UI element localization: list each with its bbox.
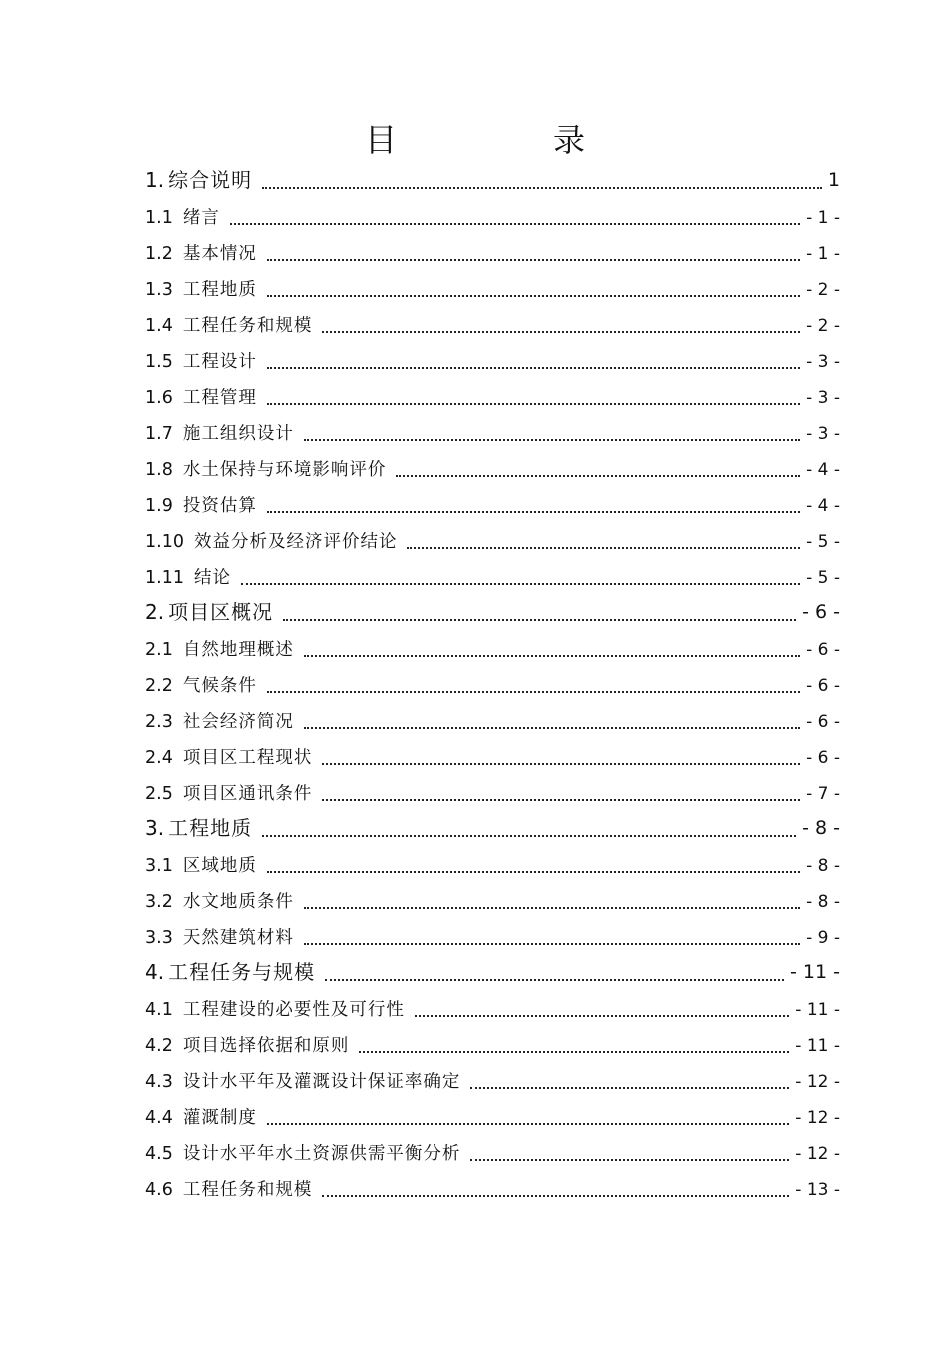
toc-entry-label: 气候条件 <box>182 676 257 696</box>
toc-dot-leader <box>470 1159 789 1161</box>
toc-entry[interactable] <box>145 1032 840 1058</box>
toc-entry[interactable] <box>145 1068 840 1094</box>
toc-dot-leader <box>322 799 800 801</box>
toc-entry-page-number: - 1 - <box>806 208 840 228</box>
toc-entry-label: 自然地理概述 <box>182 640 294 660</box>
toc-entry-number: 4.3 <box>145 1072 173 1092</box>
toc-entry-number: 4.4 <box>145 1108 173 1128</box>
toc-dot-leader <box>267 403 800 405</box>
toc-entry-page-number: - 6 - <box>806 712 840 732</box>
toc-entry-page-number: - 12 - <box>795 1108 840 1128</box>
toc-entry-number: 1.3 <box>145 280 173 300</box>
toc-entry-number: 1.1 <box>145 208 173 228</box>
toc-entry-number: 2.1 <box>145 640 173 660</box>
toc-entry-number: 2.5 <box>145 784 173 804</box>
toc-dot-leader <box>267 871 800 873</box>
toc-entry[interactable] <box>145 1140 840 1166</box>
toc-dot-leader <box>359 1051 789 1053</box>
toc-entry[interactable] <box>145 636 840 662</box>
toc-entry-label: 工程地质 <box>182 280 257 300</box>
toc-entry-number: 3.2 <box>145 892 173 912</box>
toc-entry[interactable] <box>145 708 840 734</box>
toc-entry-label: 工程任务与规模 <box>168 960 316 984</box>
toc-entry-label: 区域地质 <box>182 856 257 876</box>
toc-entry-number: 1.11 <box>145 568 184 588</box>
toc-dot-leader <box>322 763 800 765</box>
toc-entry-number: 3.1 <box>145 856 173 876</box>
toc-entry-label: 项目区概况 <box>168 600 274 624</box>
toc-dot-leader <box>241 583 800 585</box>
toc-entry[interactable] <box>145 956 840 986</box>
toc-entry[interactable] <box>145 164 840 194</box>
toc-entry-label: 设计水平年水土资源供需平衡分析 <box>182 1144 461 1164</box>
toc-entry-page-number: - 3 - <box>806 352 840 372</box>
toc-entry-page-number: - 8 - <box>802 817 840 839</box>
toc-entry-label: 工程任务和规模 <box>182 316 313 336</box>
toc-entry-number: 1.10 <box>145 532 184 552</box>
toc-entry-label: 天然建筑材料 <box>182 928 294 948</box>
toc-dot-leader <box>304 727 800 729</box>
toc-entry-label: 施工组织设计 <box>182 424 294 444</box>
toc-entry-label: 工程设计 <box>182 352 257 372</box>
toc-entry[interactable] <box>145 852 840 878</box>
toc-entry[interactable] <box>145 1176 840 1202</box>
toc-dot-leader <box>267 295 800 297</box>
toc-entry-number: 2.3 <box>145 712 173 732</box>
toc-entry[interactable] <box>145 204 840 230</box>
toc-dot-leader <box>322 331 800 333</box>
toc-entry-page-number: - 6 - <box>806 748 840 768</box>
toc-dot-leader <box>262 835 796 837</box>
toc-dot-leader <box>267 367 800 369</box>
toc-title: 目 录 <box>364 121 647 159</box>
toc-entry[interactable] <box>145 528 840 554</box>
toc-entry[interactable] <box>145 888 840 914</box>
toc-dot-leader <box>230 223 800 225</box>
toc-entry-page-number: - 6 - <box>806 676 840 696</box>
toc-entry-page-number: - 7 - <box>806 784 840 804</box>
toc-entry-label: 工程地质 <box>168 816 253 840</box>
toc-dot-leader <box>267 511 800 513</box>
toc-entry-label: 结论 <box>193 568 231 588</box>
toc-entry-page-number: - 11 - <box>795 1036 840 1056</box>
toc-entry-page-number: - 3 - <box>806 424 840 444</box>
toc-entry-number: 1.4 <box>145 316 173 336</box>
toc-entry[interactable] <box>145 564 840 590</box>
toc-entry[interactable] <box>145 276 840 302</box>
toc-entry-number: 4.5 <box>145 1144 173 1164</box>
toc-entry-number: 2.2 <box>145 676 173 696</box>
toc-entry-number: 1.7 <box>145 424 173 444</box>
toc-entry-page-number: - 4 - <box>806 496 840 516</box>
toc-dot-leader <box>415 1015 789 1017</box>
toc-entry[interactable] <box>145 492 840 518</box>
toc-entry-number: 4.1 <box>145 1000 173 1020</box>
toc-entry-page-number: - 5 - <box>806 568 840 588</box>
toc-dot-leader <box>322 1195 789 1197</box>
toc-dot-leader <box>267 259 800 261</box>
toc-entry-label: 项目区工程现状 <box>182 748 313 768</box>
toc-entry-page-number: - 6 - <box>802 601 840 623</box>
toc-entry-number: 1.5 <box>145 352 173 372</box>
toc-entry-number: 3. <box>145 816 165 840</box>
toc-entry-label: 项目选择依据和原则 <box>182 1036 350 1056</box>
toc-entry[interactable] <box>145 924 840 950</box>
toc-dot-leader <box>325 979 784 981</box>
toc-entry-page-number: - 12 - <box>795 1144 840 1164</box>
toc-entry[interactable] <box>145 1104 840 1130</box>
toc-entry-page-number: - 6 - <box>806 640 840 660</box>
toc-entry-label: 社会经济简况 <box>182 712 294 732</box>
toc-entry-page-number: - 2 - <box>806 280 840 300</box>
toc-entry-label: 投资估算 <box>182 496 257 516</box>
toc-entry[interactable] <box>145 312 840 338</box>
toc-entry-page-number: - 1 - <box>806 244 840 264</box>
toc-entry-number: 2. <box>145 600 165 624</box>
toc-entry[interactable] <box>145 812 840 842</box>
toc-entry[interactable] <box>145 996 840 1022</box>
toc-entry-label: 绪言 <box>182 208 220 228</box>
toc-entry-number: 1.6 <box>145 388 173 408</box>
toc-entry[interactable] <box>145 384 840 410</box>
toc-entry-label: 综合说明 <box>168 168 253 192</box>
toc-entry-label: 工程建设的必要性及可行性 <box>182 1000 405 1020</box>
toc-entry-page-number: - 5 - <box>806 532 840 552</box>
toc-entry-page-number: - 11 - <box>790 961 840 983</box>
toc-entry-label: 水土保持与环境影响评价 <box>182 460 387 480</box>
toc-dot-leader <box>283 619 796 621</box>
toc-dot-leader <box>304 907 800 909</box>
toc-entry-label: 基本情况 <box>182 244 257 264</box>
toc-entry-label: 项目区通讯条件 <box>182 784 313 804</box>
toc-entry[interactable] <box>145 420 840 446</box>
toc-dot-leader <box>304 655 800 657</box>
toc-entry[interactable] <box>145 672 840 698</box>
toc-entry-number: 1.2 <box>145 244 173 264</box>
toc-dot-leader <box>396 475 800 477</box>
toc-entry[interactable] <box>145 348 840 374</box>
toc-entry-label: 水文地质条件 <box>182 892 294 912</box>
toc-entry[interactable] <box>145 780 840 806</box>
toc-entry-label: 设计水平年及灌溉设计保证率确定 <box>182 1072 461 1092</box>
toc-dot-leader <box>267 1123 789 1125</box>
toc-entry-label: 工程管理 <box>182 388 257 408</box>
toc-entry-number: 4. <box>145 960 165 984</box>
toc-entry-number: 1.9 <box>145 496 173 516</box>
toc-dot-leader <box>304 439 800 441</box>
toc-entry[interactable] <box>145 744 840 770</box>
toc-entry-number: 1.8 <box>145 460 173 480</box>
toc-entry-page-number: - 3 - <box>806 388 840 408</box>
toc-entry-label: 灌溉制度 <box>182 1108 257 1128</box>
toc-entry[interactable] <box>145 596 840 626</box>
toc-entry-page-number: - 9 - <box>806 928 840 948</box>
toc-entry-number: 4.6 <box>145 1180 173 1200</box>
toc-entry-number: 1. <box>145 168 165 192</box>
toc-dot-leader <box>267 691 800 693</box>
toc-entry-page-number: 1 <box>827 169 840 191</box>
toc-dot-leader <box>470 1087 789 1089</box>
toc-entry-label: 工程任务和规模 <box>182 1180 313 1200</box>
toc-entry-number: 2.4 <box>145 748 173 768</box>
toc-entry-page-number: - 8 - <box>806 856 840 876</box>
toc-entry-page-number: - 13 - <box>795 1180 840 1200</box>
toc-entry[interactable] <box>145 456 840 482</box>
toc-dot-leader <box>407 547 800 549</box>
toc-entry-page-number: - 4 - <box>806 460 840 480</box>
toc-entry-page-number: - 12 - <box>795 1072 840 1092</box>
toc-entry-number: 4.2 <box>145 1036 173 1056</box>
toc-entry-page-number: - 11 - <box>795 1000 840 1020</box>
toc-entry-label: 效益分析及经济评价结论 <box>193 532 398 552</box>
toc-dot-leader <box>304 943 800 945</box>
toc-entry[interactable] <box>145 240 840 266</box>
toc-entry-number: 3.3 <box>145 928 173 948</box>
toc-dot-leader <box>262 187 822 189</box>
toc-entry-page-number: - 8 - <box>806 892 840 912</box>
toc-entry-page-number: - 2 - <box>806 316 840 336</box>
